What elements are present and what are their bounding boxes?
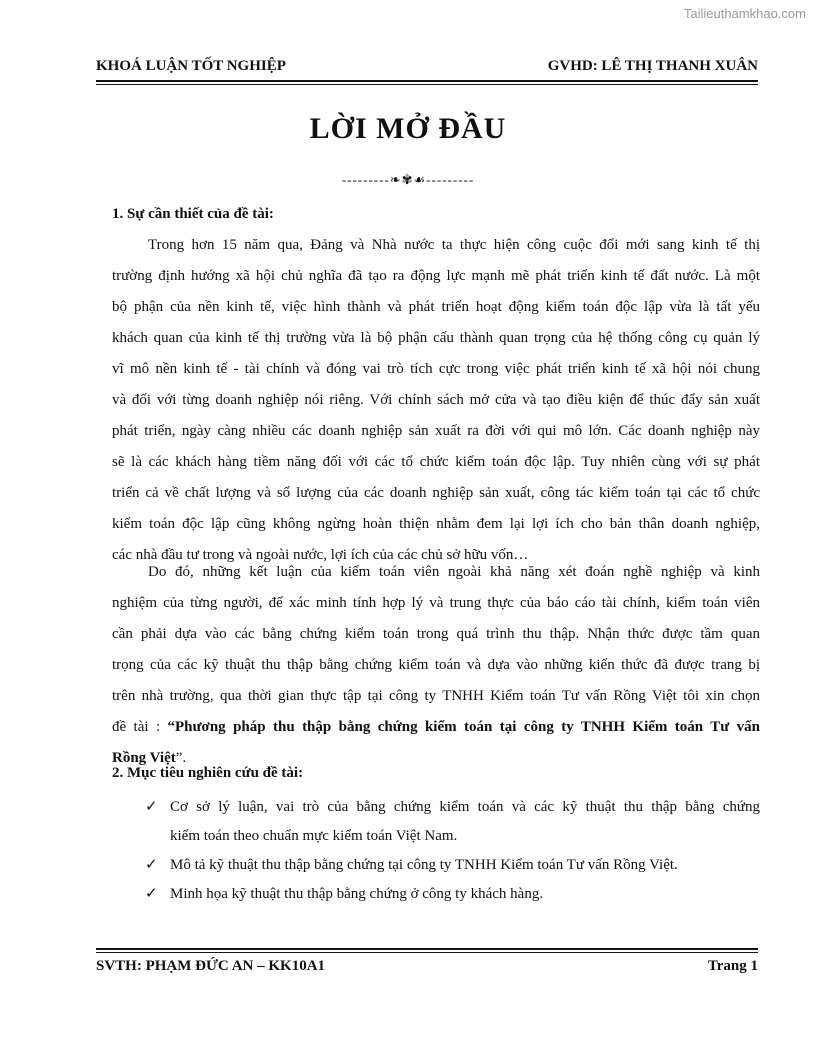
text-line: triển cả về chất lượng và số lượng của các doanh nghiệp sản xuất, công tác kiểm toán tại các tổ chức	[112, 485, 760, 501]
header-left: KHOÁ LUẬN TỐT NGHIỆP	[96, 58, 286, 74]
section2-heading: 2. Mục tiêu nghiên cứu đề tài:	[112, 765, 304, 781]
text-line: phát triển, ngày càng nhiều các doanh nghiệp sản xuất ra đời với qui mô lớn. Các doanh nghiệp này	[112, 423, 760, 439]
check-icon: ✓	[145, 886, 158, 902]
section1-paragraph-1	[112, 230, 760, 571]
text-line: kiểm toán độc lập cũng không ngừng hoàn thiện nhằm đem lại lợi ích cho bản thân doanh nghiệp,	[112, 516, 760, 532]
objectives-list	[145, 793, 760, 909]
list-item	[145, 880, 760, 909]
page-header	[96, 58, 758, 75]
thesis-topic: “Phương pháp thu thập bằng chứng kiểm toán tại công ty TNHH Kiểm toán Tư vấn	[167, 719, 760, 735]
topic-prefix: đề tài :	[112, 719, 168, 735]
check-icon: ✓	[145, 857, 158, 873]
text-line: Trong hơn 15 năm qua, Đảng và Nhà nước ta thực hiện công cuộc đổi mới sang kinh tế thị	[148, 237, 760, 253]
text-line: Do đó, những kết luận của kiểm toán viên ngoài khả năng xét đoán nghề nghiệp và kinh	[148, 564, 760, 580]
list-item	[145, 793, 760, 851]
text-line: Mô tả kỹ thuật thu thập bằng chứng tại công ty TNHH Kiểm toán Tư vấn Rồng Việt.	[170, 857, 678, 873]
text-line: bộ phận của nền kinh tế, việc hình thành và phát triển hoạt động kiểm toán độc lập vừa là tất yếu	[112, 299, 760, 315]
section1-heading: 1. Sự cần thiết của đề tài:	[112, 206, 274, 222]
ornament-divider: ---------❧✾☙---------	[341, 172, 475, 187]
page-number: Trang 1	[707, 958, 758, 974]
text-line: Cơ sở lý luận, vai trò của bằng chứng kiểm toán và các kỹ thuật thu thập bằng chứng	[170, 799, 760, 815]
footer-rule-thin	[96, 952, 758, 953]
footer-left: SVTH: PHẠM ĐỨC AN – KK10A1	[96, 958, 326, 974]
text-line: trọng của các kỹ thuật thu thập bằng chứng kiểm toán và dựa vào những kiến thức đã được trang bị	[112, 657, 760, 673]
header-rule	[96, 80, 758, 82]
page-title: LỜI MỞ ĐẦU	[309, 112, 507, 145]
topic-end: ”.	[175, 750, 187, 766]
text-line: sẽ là các khách hàng tiềm năng đối với các tổ chức kiểm toán độc lập. Tuy nhiên cùng với sự phát	[112, 454, 760, 470]
text-line: nghiệm của từng người, để xác minh tính hợp lý và trung thực của báo cáo tài chính, kiểm toán viên	[112, 595, 760, 611]
text-line: các nhà đầu tư trong và ngoài nước, lợi ích của các chủ sở hữu vốn…	[112, 547, 529, 563]
text-line	[112, 712, 760, 743]
page-footer	[96, 958, 758, 975]
header-right: GVHD: LÊ THỊ THANH XUÂN	[547, 58, 758, 74]
text-line: kiểm toán theo chuẩn mực kiểm toán Việt Nam.	[170, 828, 458, 844]
text-line: và đối với từng doanh nghiệp nói riêng. Với chính sách mở cửa và tạo điều kiện để thúc đẩy sản xuất	[112, 392, 760, 408]
text-line: trường định hướng xã hội chủ nghĩa đã tạo ra động lực mạnh mẽ phát triển kinh tế đất nước. Là một	[112, 268, 760, 284]
text-line: trên nhà trường, qua thời gian thực tập tại công ty TNHH Kiểm toán Tư vấn Rồng Việt tôi xin chọn	[112, 688, 760, 704]
text-line: vĩ mô nền kinh tế - tài chính và đóng vai trò tích cực trong việc phát triển kinh tế xã hội nói chung	[112, 361, 760, 377]
section1-paragraph-2	[112, 557, 760, 774]
footer-rule	[96, 948, 758, 950]
list-item	[145, 851, 760, 880]
watermark: Tailieuthamkhao.com	[683, 6, 806, 21]
text-line: khách quan của kinh tế thị trường vừa là bộ phận cấu thành quan trọng của hệ thống công cụ quản lý	[112, 330, 760, 346]
check-icon: ✓	[145, 799, 158, 815]
thesis-topic-end: Rồng Việt	[112, 750, 176, 766]
text-line: cần phải dựa vào các bằng chứng kiểm toán trong quá trình thu thập. Nhận thức được tầm quan	[112, 626, 760, 642]
text-line: Minh họa kỹ thuật thu thập bằng chứng ở công ty khách hàng.	[170, 886, 544, 902]
header-rule-thin	[96, 84, 758, 85]
